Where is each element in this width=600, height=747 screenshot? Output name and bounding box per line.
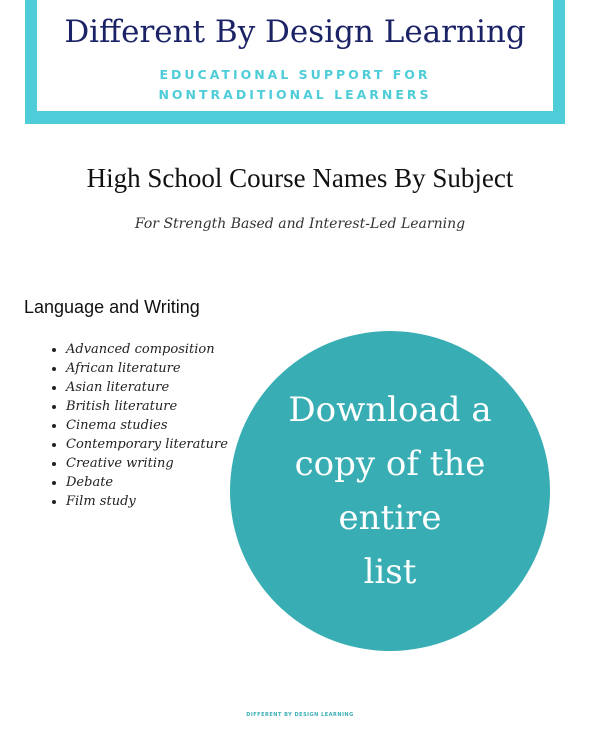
cta-line-1: Download a [288, 390, 492, 430]
download-list-button[interactable] [230, 331, 550, 651]
banner-inner [37, 0, 553, 111]
footer-brand: DIFFERENT BY DESIGN LEARNING [246, 712, 354, 718]
list-item: • Creative writing [66, 454, 228, 473]
list-item: • African literature [66, 359, 228, 378]
tagline-line-2: NONTRADITIONAL LEARNERS [158, 87, 432, 102]
page-title: High School Course Names By Subject [86, 163, 514, 193]
brand-logo-text: Different By Design Learning [64, 14, 526, 50]
list-item: • Cinema studies [66, 416, 228, 435]
list-item: • Film study [66, 492, 228, 511]
page-subtitle: For Strength Based and Interest-Led Learning [134, 216, 466, 232]
list-item: • Debate [66, 473, 228, 492]
header-banner [25, 0, 565, 124]
list-item: • Asian literature [66, 378, 228, 397]
section-heading: Language and Writing [24, 297, 200, 317]
list-item: • British literature [66, 397, 228, 416]
cta-line-3: entire [338, 498, 442, 538]
course-list [24, 340, 228, 511]
list-item: • Contemporary literature [66, 435, 228, 454]
cta-line-2: copy of the [294, 444, 486, 484]
list-item: • Advanced composition [66, 340, 228, 359]
tagline-line-1: EDUCATIONAL SUPPORT FOR [159, 67, 431, 82]
cta-line-4: list [363, 552, 417, 592]
